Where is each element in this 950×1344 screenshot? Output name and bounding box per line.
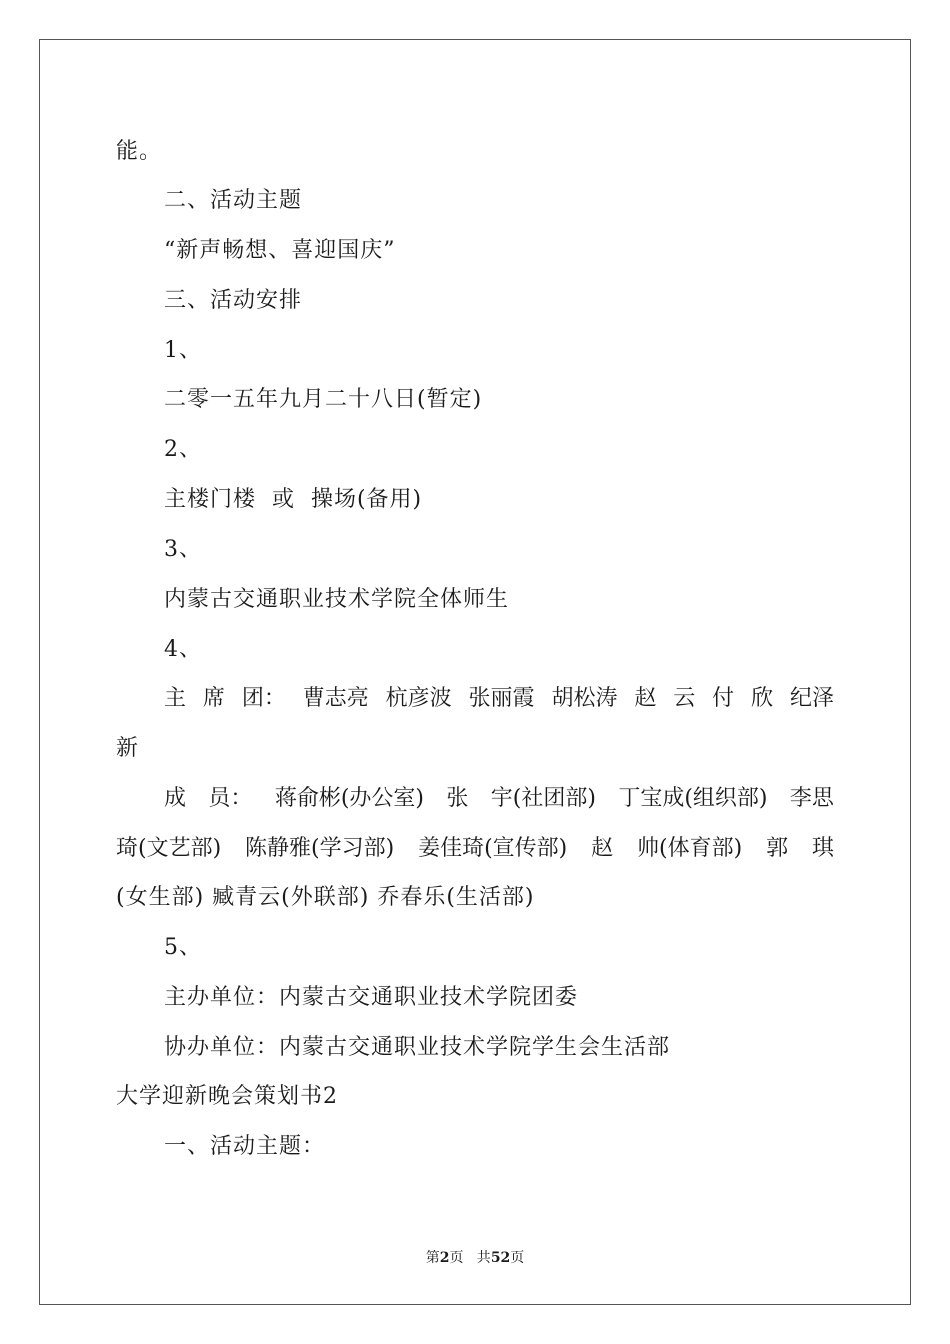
- text-segment: 付: [712, 686, 735, 711]
- item-number: 1、: [164, 338, 202, 363]
- item-number: 2、: [164, 437, 202, 462]
- text-segment: 席: [202, 686, 225, 711]
- current-page-number: 2: [439, 1250, 450, 1266]
- co-organizer-text: 协办单位：内蒙古交通职业技术学院学生会生活部: [164, 1035, 671, 1060]
- total-page-count: 52: [490, 1250, 511, 1266]
- text-line: 新: [116, 736, 140, 761]
- text-segment: 纪泽: [789, 686, 834, 711]
- text-segment: 赵: [634, 686, 657, 711]
- text-segment: 姜佳琦(宣传部): [418, 836, 568, 861]
- presidium-line: [164, 684, 834, 714]
- text-segment: 郭: [766, 836, 789, 861]
- members-line: [116, 834, 834, 864]
- text-segment: 丁宝成(组织部): [618, 786, 768, 811]
- document-title: 大学迎新晚会策划书2: [116, 1084, 338, 1109]
- text-segment: 张丽霞: [468, 686, 535, 711]
- page-border: [39, 39, 911, 1305]
- text-segment: 李思: [789, 786, 834, 811]
- section-heading: 三、活动安排: [164, 288, 303, 313]
- page-footer: [0, 1248, 950, 1268]
- text-segment: 员：: [208, 786, 253, 811]
- text-segment: 欣: [751, 686, 774, 711]
- text-segment: 陈静雅(学习部): [245, 836, 395, 861]
- footer-suffix: 页: [510, 1250, 525, 1266]
- participants-text: 内蒙古交通职业技术学院全体师生: [164, 587, 510, 612]
- text-segment: 宇(社团部): [490, 786, 596, 811]
- text-segment: 杭彦波: [385, 686, 452, 711]
- section-heading: 二、活动主题: [164, 188, 303, 213]
- text-segment: 帅(体育部): [637, 836, 743, 861]
- text-segment: 曹志亮: [302, 686, 369, 711]
- text-segment: 蒋俞彬(办公室): [274, 786, 424, 811]
- members-line: (女生部) 臧青云(外联部) 乔春乐(生活部): [116, 885, 535, 910]
- item-number: 4、: [164, 637, 202, 662]
- section-heading: 一、活动主题：: [164, 1134, 326, 1159]
- text-segment: 赵: [591, 836, 614, 861]
- text-segment: 张: [446, 786, 469, 811]
- text-line: 能。: [116, 139, 163, 164]
- members-line: [164, 784, 834, 814]
- text-segment: 团：: [241, 686, 286, 711]
- theme-text: “新声畅想、喜迎国庆”: [164, 238, 396, 263]
- text-segment: 主: [164, 686, 187, 711]
- text-segment: 琪: [811, 836, 834, 861]
- text-segment: 琦(文艺部): [116, 836, 222, 861]
- footer-prefix: 第: [425, 1250, 440, 1266]
- text-segment: 胡松涛: [551, 686, 618, 711]
- text-segment: 成: [164, 786, 187, 811]
- date-text: 二零一五年九月二十八日(暂定): [164, 387, 483, 412]
- item-number: 5、: [164, 935, 202, 960]
- organizer-text: 主办单位：内蒙古交通职业技术学院团委: [164, 985, 579, 1010]
- footer-mid: 页 共: [449, 1250, 491, 1266]
- text-segment: 云: [673, 686, 696, 711]
- item-number: 3、: [164, 537, 202, 562]
- location-text: 主楼门楼 或 操场(备用): [164, 487, 423, 512]
